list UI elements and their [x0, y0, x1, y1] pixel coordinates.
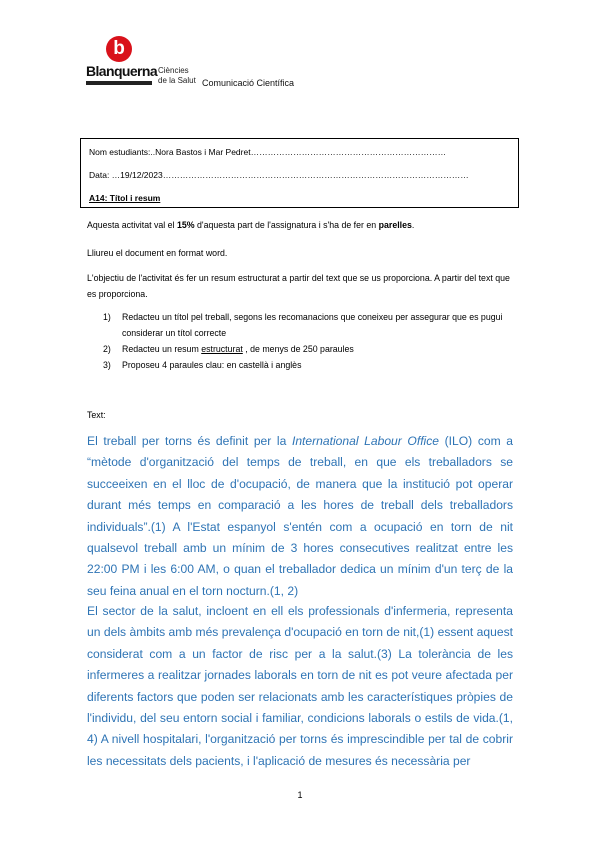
activity-title: A14: Títol i resum	[89, 193, 161, 203]
list-item-number: 3)	[103, 360, 111, 370]
student-info-box	[80, 138, 519, 208]
list-item-number: 2)	[103, 344, 111, 354]
students-field: Nom estudiants:..Nora Bastos i Mar Pedret……………………………………………………………	[89, 147, 447, 157]
logo-faculty-line1: Ciències	[158, 66, 189, 75]
logo-underline-bar	[86, 81, 152, 85]
date-field: Data: …19/12/2023………………………………………………………………………………………………	[89, 170, 469, 180]
underlined-word: estructurat	[201, 344, 243, 354]
body-paragraph: El treball per torns és definit per la International Labour Office (ILO) com a “mètode d'organització del temps de treball, en que els treballadors se succeeixen en el lloc de d'ocupació, de manera que la institució pot operar durant més temps en comparació a les hores de treball dels treballadors individuals”.(1) A l'Estat espanyol s'entén com a ocupació en torn de nit qualsevol treball amb un mínim de 3 hores consecutives realitzat entre les 22:00 PM i les 6:00 AM, o quan el treballador dedica un mínim d'un terç de la seu feina anual en el torn nocturn.(1, 2)	[87, 434, 514, 598]
page-number: 1	[297, 790, 303, 800]
logo-mark-icon: b	[106, 36, 132, 62]
list-item-text: Redacteu un títol pel treball, segons les recomanacions que coneixeu per assegurar que es pugui considerar un títol correcte	[122, 312, 503, 338]
blanquerna-logo	[86, 36, 326, 92]
logo-brand-text: Blanquerna	[86, 63, 158, 79]
instruction-weight: Aquesta activitat val el 15% d'aquesta part de l'assignatura i s'ha de fer en parelles.	[87, 220, 415, 230]
task-list	[103, 309, 513, 373]
instruction-objective: L'objectiu de l'activitat és fer un resum estructurat a partir del text que se us proporciona. A partir del text que es proporciona.	[87, 273, 510, 299]
body-paragraph: El sector de la salut, incloent en ell els professionals d'infermeria, representa un dels àmbits amb més prevalença d'ocupació en torn de nit,(1) essent aquest considerat com a un factor de risc per a la salut.(3) La tolerància de les infermeres a realitzar jornades laborals en torn de nit es pot veure afectada per diferents factors que poden ser relacionats amb les característiques pròpies de l'individu, del seu entorn social i familiar, condicions laborals o estils de vida.(1, 4) A nivell hospitalari, l'organització per torns és imprescindible per tal de cobrir les necessitats dels pacients, i l'aplicació de mesures és necessària per	[87, 604, 513, 768]
list-item: 2) Redacteu un resum estructurat , de menys de 250 paraules	[103, 341, 513, 357]
logo-faculty-line2: de la Salut	[158, 76, 196, 85]
list-item	[103, 309, 513, 341]
list-item-text: Proposeu 4 paraules clau: en castellà i anglès	[122, 360, 302, 370]
course-name: Comunicació Científica	[202, 78, 295, 88]
list-item	[103, 357, 513, 373]
text-label: Text:	[87, 410, 106, 420]
list-item-number: 1)	[103, 312, 111, 322]
list-item-text: Redacteu un resum	[122, 344, 202, 354]
instruction-format: Lliureu el document en format word.	[87, 248, 228, 258]
